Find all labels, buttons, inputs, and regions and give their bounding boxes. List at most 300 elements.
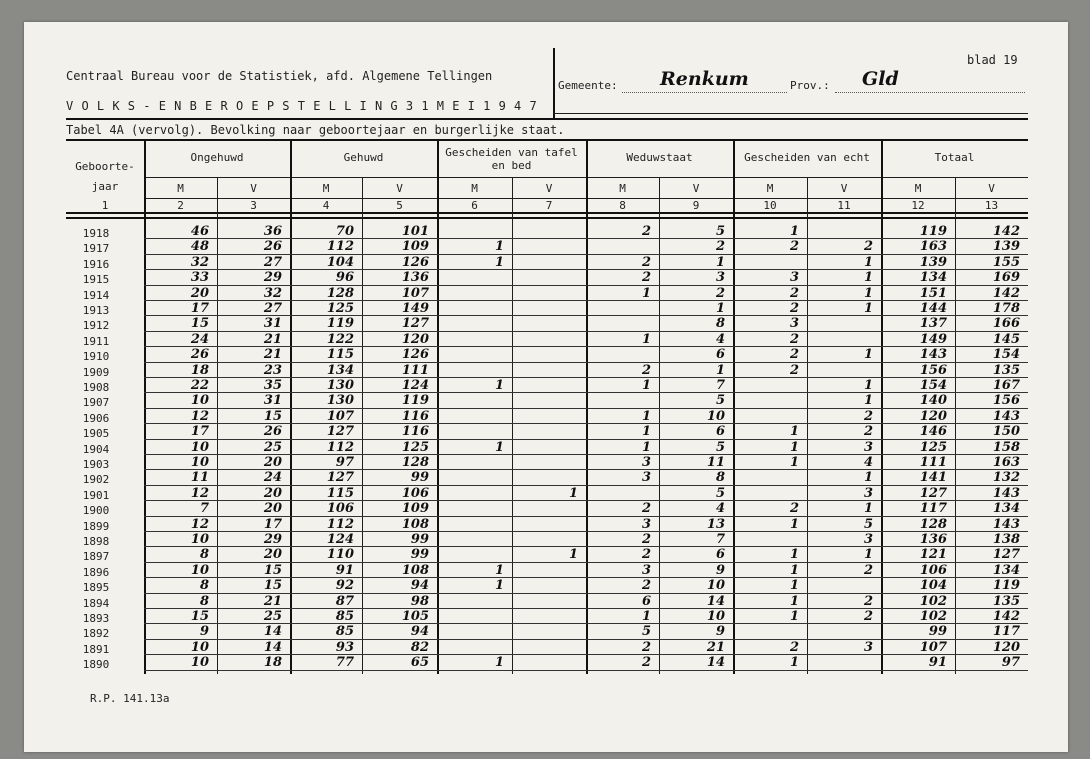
- table-cell: 108: [401, 516, 429, 532]
- table-cell: 134: [992, 501, 1020, 517]
- table-cell: 23: [263, 362, 282, 378]
- table-cell: 2: [641, 362, 651, 378]
- table-cell: 102: [919, 609, 947, 624]
- table-cell: 120: [992, 639, 1020, 655]
- table-cell: 127: [992, 547, 1020, 563]
- table-cell: 154: [992, 347, 1020, 363]
- table-cell: 21: [263, 593, 282, 609]
- subheader-m: M: [471, 182, 478, 195]
- table-cell: 32: [190, 254, 209, 270]
- table-cell: 17: [190, 424, 209, 440]
- table-cell: 156: [919, 362, 947, 378]
- table-cell: 14: [706, 655, 725, 671]
- table-cell: 107: [401, 285, 429, 301]
- table-cell: 26: [263, 239, 282, 255]
- table-cell: 3: [789, 270, 799, 286]
- table-cell: 109: [401, 501, 429, 517]
- birth-year: 1898: [82, 535, 110, 548]
- column-number: 1: [101, 199, 109, 212]
- table-cell: 121: [919, 547, 947, 563]
- subheader-v: V: [396, 182, 403, 195]
- table-cell: 2: [789, 301, 799, 316]
- table-cell: 142: [992, 609, 1020, 624]
- table-cell: 130: [326, 393, 354, 409]
- table-cell: 1: [568, 485, 578, 501]
- table-cell: 119: [401, 393, 429, 409]
- group-header-weduwstaat: Weduwstaat: [626, 151, 693, 164]
- table-cell: 120: [401, 331, 429, 347]
- table-cell: 10: [190, 655, 209, 671]
- table-cell: 2: [789, 331, 799, 347]
- table-cell: 5: [715, 439, 725, 455]
- table-cell: 97: [1001, 655, 1020, 671]
- table-cell: 29: [263, 270, 282, 286]
- table-cell: 17: [263, 516, 282, 532]
- table-cell: 149: [401, 301, 429, 316]
- subheader-m: M: [322, 182, 330, 195]
- birth-year: 1904: [82, 442, 110, 456]
- table-cell: 127: [401, 316, 429, 332]
- column-number: 12: [911, 199, 925, 212]
- table-cell: 110: [326, 547, 354, 563]
- table-cell: 12: [190, 485, 209, 501]
- table-cell: 140: [919, 393, 947, 409]
- table-cell: 25: [263, 439, 282, 455]
- table-cell: 25: [263, 609, 282, 624]
- table-cell: 85: [335, 609, 354, 624]
- birth-year: 1906: [82, 411, 110, 425]
- table-cell: 116: [401, 424, 429, 440]
- subheader-v: V: [250, 182, 257, 195]
- table-cell: 97: [335, 455, 354, 470]
- birth-year: 1891: [82, 642, 110, 656]
- subheader-v: V: [545, 182, 553, 195]
- table-cell: 104: [919, 578, 947, 594]
- table-cell: 15: [190, 316, 209, 332]
- table-cell: 27: [263, 254, 282, 270]
- table-cell: 2: [863, 239, 873, 255]
- birth-year: 1918: [82, 227, 110, 240]
- table-cell: 3: [863, 439, 873, 455]
- table-cell: 1: [863, 547, 873, 563]
- table-cell: 14: [263, 624, 282, 640]
- table-cell: 4: [863, 455, 873, 470]
- subheader-m: M: [766, 182, 774, 195]
- table-cell: 145: [992, 331, 1020, 347]
- table-cell: 128: [919, 516, 947, 532]
- table-cell: 6: [641, 593, 651, 609]
- table-cell: 1: [641, 331, 651, 347]
- table-cell: 92: [335, 578, 354, 594]
- table-cell: 2: [715, 285, 725, 301]
- table-cell: 10: [706, 609, 725, 624]
- table-cell: 21: [263, 347, 282, 363]
- subheader-m: M: [914, 182, 922, 195]
- table-cell: 2: [789, 347, 799, 363]
- table-cell: 77: [335, 655, 354, 671]
- table-cell: 2: [789, 501, 799, 517]
- table-cell: 124: [326, 532, 354, 547]
- table-cell: 169: [992, 270, 1020, 286]
- birth-year: 1910: [82, 350, 110, 364]
- table-cell: 135: [992, 362, 1020, 378]
- table-cell: 10: [706, 408, 725, 424]
- table-cell: 10: [190, 562, 209, 578]
- table-cell: 132: [992, 470, 1020, 486]
- table-cell: 167: [992, 378, 1020, 393]
- table-cell: 5: [715, 393, 725, 409]
- table-cell: 22: [190, 378, 209, 393]
- table-cell: 126: [401, 254, 429, 270]
- subheader-m: M: [177, 182, 184, 195]
- table-cell: 1: [789, 609, 799, 624]
- year-header-line2: jaar: [91, 180, 119, 193]
- table-cell: 141: [919, 470, 947, 486]
- table-cell: 1: [715, 301, 725, 316]
- birth-year: 1890: [82, 658, 110, 672]
- birth-year: 1901: [82, 488, 110, 502]
- table-cell: 112: [326, 239, 354, 255]
- table-cell: 146: [919, 424, 947, 440]
- table-cell: 127: [326, 424, 354, 440]
- birth-year: 1902: [82, 473, 110, 487]
- table-cell: 1: [715, 362, 725, 378]
- birth-year: 1916: [82, 257, 110, 271]
- table-cell: 20: [263, 501, 282, 517]
- table-cell: 98: [410, 593, 429, 609]
- table-cell: 12: [190, 516, 209, 532]
- table-cell: 70: [335, 224, 354, 239]
- municipality-label: Gemeente:: [558, 79, 618, 92]
- table-cell: 9: [715, 562, 725, 578]
- table-cell: 106: [919, 562, 947, 578]
- table-cell: 116: [401, 408, 429, 424]
- table-cell: 2: [789, 239, 799, 255]
- table-cell: 10: [190, 532, 209, 547]
- table-cell: 93: [335, 639, 354, 655]
- table-cell: 14: [263, 639, 282, 655]
- table-cell: 1: [494, 254, 504, 270]
- table-cell: 102: [919, 593, 947, 609]
- table-cell: 135: [992, 593, 1020, 609]
- table-cell: 1: [863, 301, 873, 316]
- table-cell: 1: [641, 378, 651, 393]
- table-cell: 94: [410, 624, 429, 640]
- birth-year: 1911: [82, 334, 110, 348]
- table-cell: 3: [863, 639, 873, 655]
- table-cell: 99: [928, 624, 947, 640]
- table-cell: 1: [863, 347, 873, 363]
- table-cell: 142: [992, 285, 1020, 301]
- birth-year: 1905: [82, 427, 110, 441]
- table-cell: 111: [401, 362, 429, 378]
- census-title: V O L K S - E N B E R O E P S T E L L I N G 3 1 M E I 1 9 4 7: [66, 99, 538, 113]
- table-cell: 107: [326, 408, 354, 424]
- column-number: 10: [763, 199, 777, 212]
- table-cell: 24: [263, 470, 282, 486]
- table-cell: 7: [715, 532, 725, 547]
- table-cell: 5: [715, 224, 725, 239]
- table-cell: 112: [326, 439, 354, 455]
- table-cell: 155: [992, 254, 1020, 270]
- table-cell: 94: [410, 578, 429, 594]
- table-cell: 1: [494, 562, 504, 578]
- table-cell: 35: [263, 378, 282, 393]
- group-header-ongehuwd: Ongehuwd: [190, 151, 244, 164]
- table-cell: 5: [715, 485, 725, 501]
- table-cell: 125: [401, 439, 429, 455]
- table-cell: 2: [641, 224, 651, 239]
- table-cell: 1: [641, 424, 651, 440]
- table-cell: 108: [401, 562, 429, 578]
- birth-year: 1900: [82, 504, 110, 518]
- table-cell: 15: [190, 609, 209, 624]
- table-cell: 99: [410, 532, 429, 547]
- table-cell: 2: [641, 547, 651, 563]
- table-cell: 1: [789, 439, 799, 455]
- birth-year: 1917: [82, 242, 110, 256]
- table-cell: 99: [410, 547, 429, 563]
- table-cell: 3: [789, 316, 799, 332]
- table-cell: 1: [494, 439, 504, 455]
- table-cell: 96: [335, 270, 354, 286]
- table-cell: 158: [992, 439, 1020, 455]
- table-cell: 6: [715, 347, 725, 363]
- table-cell: 142: [992, 224, 1020, 239]
- table-cell: 14: [706, 593, 725, 609]
- table-cell: 32: [263, 285, 282, 301]
- table-cell: 136: [919, 532, 947, 547]
- column-number: 7: [545, 199, 553, 212]
- table-cell: 6: [715, 424, 725, 440]
- table-cell: 9: [199, 624, 209, 640]
- table-cell: 106: [326, 501, 354, 517]
- subheader-m: M: [619, 182, 626, 195]
- table-cell: 117: [919, 501, 947, 517]
- table-cell: 9: [715, 624, 725, 640]
- table-cell: 8: [715, 316, 725, 332]
- table-cell: 166: [992, 316, 1020, 332]
- table-cell: 20: [190, 285, 209, 301]
- table-cell: 126: [401, 347, 429, 363]
- group-header-totaal: Totaal: [934, 151, 975, 164]
- birth-year: 1909: [82, 365, 110, 379]
- table-cell: 26: [263, 424, 282, 440]
- table-cell: 7: [199, 501, 209, 517]
- table-cell: 21: [263, 331, 282, 347]
- table-cell: 134: [919, 270, 947, 286]
- table-cell: 1: [789, 593, 799, 609]
- table-cell: 150: [992, 424, 1020, 440]
- table-cell: 5: [863, 516, 873, 532]
- table-cell: 119: [326, 316, 354, 332]
- table-cell: 149: [919, 331, 947, 347]
- table-cell: 1: [641, 609, 651, 624]
- column-number: 11: [837, 199, 851, 212]
- table-cell: 3: [641, 455, 651, 470]
- table-cell: 10: [190, 393, 209, 409]
- table-cell: 125: [919, 439, 947, 455]
- institution-name: Centraal Bureau voor de Statistiek, afd. Algemene Tellingen: [66, 69, 493, 83]
- birth-year: 1894: [82, 596, 110, 610]
- table-cell: 106: [401, 485, 429, 501]
- table-cell: 1: [789, 578, 799, 594]
- table-cell: 3: [641, 516, 651, 532]
- table-cell: 1: [641, 439, 651, 455]
- province-value: Gld: [862, 68, 899, 90]
- table-cell: 65: [410, 655, 429, 671]
- table-cell: 2: [641, 270, 651, 286]
- table-cell: 1: [494, 378, 504, 393]
- table-cell: 7: [715, 378, 725, 393]
- table-cell: 104: [326, 254, 354, 270]
- table-cell: 99: [410, 470, 429, 486]
- birth-year: 1896: [82, 565, 110, 579]
- birth-year: 1915: [82, 273, 110, 287]
- table-cell: 31: [263, 316, 282, 332]
- table-cell: 12: [190, 408, 209, 424]
- table-cell: 127: [919, 485, 947, 501]
- table-cell: 18: [263, 655, 282, 671]
- table-cell: 143: [992, 408, 1020, 424]
- table-cell: 87: [335, 593, 354, 609]
- birth-year: 1913: [82, 304, 110, 317]
- table-cell: 36: [263, 224, 282, 239]
- table-cell: 1: [863, 378, 873, 393]
- table-cell: 154: [919, 378, 947, 393]
- table-cell: 1: [863, 285, 873, 301]
- table-cell: 2: [863, 593, 873, 609]
- table-cell: 82: [410, 639, 429, 655]
- table-cell: 163: [919, 239, 947, 255]
- table-cell: 8: [715, 470, 725, 486]
- table-cell: 91: [928, 655, 947, 671]
- table-cell: 46: [190, 224, 209, 239]
- table-cell: 2: [863, 408, 873, 424]
- group-header-gescheiden-echt: Gescheiden van echt: [744, 151, 870, 164]
- table-cell: 4: [715, 501, 725, 517]
- province-label: Prov.:: [790, 79, 830, 92]
- table-cell: 8: [199, 593, 209, 609]
- subheader-v: V: [988, 182, 995, 195]
- table-cell: 124: [401, 378, 429, 393]
- table-cell: 134: [992, 562, 1020, 578]
- birth-year: 1908: [82, 381, 110, 394]
- table-cell: 122: [326, 331, 354, 347]
- table-cell: 134: [326, 362, 354, 378]
- group-header-gescheiden-tafel-bed: Gescheiden van tafel en bed: [445, 146, 578, 172]
- table-cell: 13: [706, 516, 725, 532]
- sheet-number: blad 19: [967, 53, 1018, 67]
- table-cell: 139: [992, 239, 1020, 255]
- table-cell: 1: [789, 547, 799, 563]
- column-number: 13: [984, 199, 999, 212]
- table-cell: 107: [919, 639, 947, 655]
- table-cell: 1: [863, 470, 873, 486]
- municipality-value: Renkum: [660, 68, 749, 90]
- table-cell: 15: [263, 578, 282, 594]
- table-cell: 10: [706, 578, 725, 594]
- table-cell: 143: [992, 485, 1020, 501]
- row-rule: [144, 670, 1028, 671]
- table-cell: 119: [992, 578, 1020, 594]
- table-cell: 1: [789, 516, 799, 532]
- table-cell: 48: [190, 239, 209, 255]
- table-cell: 1: [863, 501, 873, 517]
- table-cell: 33: [190, 270, 209, 286]
- table-cell: 115: [326, 485, 354, 501]
- year-header-line1: Geboorte-: [75, 160, 135, 173]
- table-cell: 137: [919, 316, 947, 332]
- table-cell: 1: [715, 254, 725, 270]
- table-cell: 1: [789, 655, 799, 671]
- table-cell: 130: [326, 378, 354, 393]
- table-cell: 18: [190, 362, 209, 378]
- table-cell: 20: [263, 547, 282, 563]
- table-cell: 119: [919, 224, 947, 239]
- subheader-v: V: [840, 182, 848, 195]
- table-cell: 1: [568, 547, 578, 563]
- table-cell: 20: [263, 485, 282, 501]
- table-cell: 2: [641, 655, 651, 671]
- table-cell: 156: [992, 393, 1020, 409]
- table-cell: 1: [494, 655, 504, 671]
- table-cell: 27: [263, 301, 282, 316]
- table-cell: 85: [335, 624, 354, 640]
- table-cell: 105: [401, 609, 429, 624]
- table-cell: 11: [190, 470, 209, 486]
- table-cell: 2: [789, 285, 799, 301]
- table-cell: 3: [863, 532, 873, 547]
- table-cell: 127: [326, 470, 354, 486]
- table-cell: 3: [863, 485, 873, 501]
- table-cell: 2: [789, 639, 799, 655]
- table-cell: 17: [190, 301, 209, 316]
- table-cell: 20: [263, 455, 282, 470]
- table-cell: 1: [863, 393, 873, 409]
- table-cell: 128: [326, 285, 354, 301]
- form-code: R.P. 141.13a: [90, 692, 170, 705]
- birth-year: 1895: [82, 581, 110, 595]
- column-number: 2: [177, 199, 184, 212]
- table-cell: 125: [326, 301, 354, 316]
- birth-year: 1893: [82, 612, 110, 625]
- table-cell: 136: [401, 270, 429, 286]
- table-cell: 2: [863, 609, 873, 624]
- table-cell: 24: [190, 331, 209, 347]
- table-cell: 3: [641, 562, 651, 578]
- table-cell: 120: [919, 408, 947, 424]
- table-cell: 91: [335, 562, 354, 578]
- subheader-v: V: [692, 182, 700, 195]
- group-header-gehuwd: Gehuwd: [343, 151, 384, 164]
- table-cell: 178: [992, 301, 1020, 316]
- table-cell: 2: [863, 424, 873, 440]
- birth-year: 1912: [82, 319, 110, 333]
- table-cell: 139: [919, 254, 947, 270]
- table-cell: 163: [992, 455, 1020, 470]
- table-cell: 117: [992, 624, 1020, 640]
- table-cell: 5: [641, 624, 651, 640]
- table-cell: 10: [190, 639, 209, 655]
- table-cell: 1: [641, 285, 651, 301]
- column-number: 8: [619, 199, 626, 212]
- table-cell: 2: [863, 562, 873, 578]
- table-cell: 21: [706, 639, 725, 655]
- table-cell: 144: [919, 301, 947, 316]
- table-cell: 138: [992, 532, 1020, 547]
- column-number: 5: [396, 199, 403, 212]
